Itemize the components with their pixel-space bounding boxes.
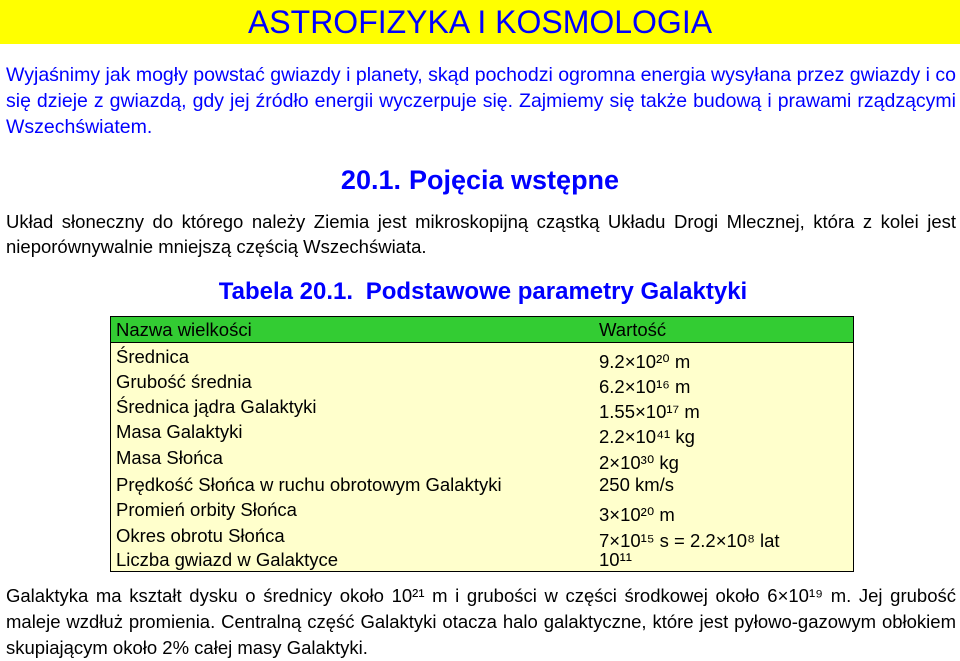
row-name: Masa Galaktyki (116, 421, 243, 442)
section-title: Pojęcia wstępne (408, 165, 620, 195)
header-value: Wartość (599, 319, 667, 340)
row-name: Liczba gwiazd w Galaktyce (116, 549, 339, 570)
table-row (111, 344, 853, 372)
row-value: 1.55×10¹⁷ m (599, 401, 700, 422)
title-bar (0, 0, 960, 44)
table-caption-title: Podstawowe parametry Galaktyki (365, 278, 748, 305)
table-row (111, 523, 853, 551)
row-value: 3×10²⁰ m (599, 504, 675, 525)
row-name: Grubość średnia (116, 371, 252, 392)
table-header (111, 317, 853, 343)
row-value: 6.2×10¹⁶ m (599, 376, 691, 397)
row-value: 250 km/s (599, 474, 675, 495)
footer-paragraph: Galaktyka ma kształt dysku o średnicy około 10²¹ m i grubości w części środkowej około 6×10¹⁹ m. Jej grubość maleje wzdłuż promienia. Centralną część Galaktyki otacza halo galaktyczne, które jest pyłowo-gazowym obłokiem skupiającym około 2% całej masy Galaktyki. (6, 585, 956, 658)
intro-paragraph: Wyjaśnimy jak mogły powstać gwiazdy i planety, skąd pochodzi ogromna energia wysyłana przez gwiazdy i co się dzieje z gwiazdą, gdy jej źródło energii wyczerpuje się. Zajmiemy się także budową i prawami rządzącymi Wszechświatem. (6, 64, 956, 138)
row-name: Masa Słońca (116, 447, 223, 468)
body-paragraph: Układ słoneczny do którego należy Ziemia jest mikroskopijną cząstką Układu Drogi Mlecznej, która z kolei jest nieporównywalnie mniejszą częścią Wszechświata. (6, 211, 956, 257)
table-row (111, 497, 853, 525)
row-value: 2.2×10⁴¹ kg (599, 426, 695, 447)
row-name: Średnica jądra Galaktyki (116, 396, 317, 417)
section-heading (0, 163, 960, 197)
row-value: 7×10¹⁵ s = 2.2×10⁸ lat (599, 530, 780, 551)
table-row (111, 445, 853, 473)
row-name: Promień orbity Słońca (116, 499, 297, 520)
page-title: ASTROFIZYKA I KOSMOLOGIA (247, 4, 713, 40)
table-caption-number: Tabela 20.1. (218, 278, 354, 305)
row-value: 10¹¹ (599, 549, 632, 570)
section-number: 20.1. (340, 165, 401, 195)
table-row (111, 547, 853, 572)
row-name: Średnica (116, 346, 190, 367)
header-name: Nazwa wielkości (116, 319, 252, 340)
table-caption (0, 276, 960, 308)
row-name: Prędkość Słońca w ruchu obrotowym Galaktyki (116, 474, 502, 495)
row-name: Okres obrotu Słońca (116, 525, 285, 546)
table-row (111, 394, 853, 422)
row-value: 2×10³⁰ kg (599, 452, 679, 473)
table-row (111, 419, 853, 447)
table-row (111, 369, 853, 397)
galaxy-parameters-table (110, 316, 854, 572)
table-row (111, 472, 853, 497)
row-value: 9.2×10²⁰ m (599, 351, 691, 372)
